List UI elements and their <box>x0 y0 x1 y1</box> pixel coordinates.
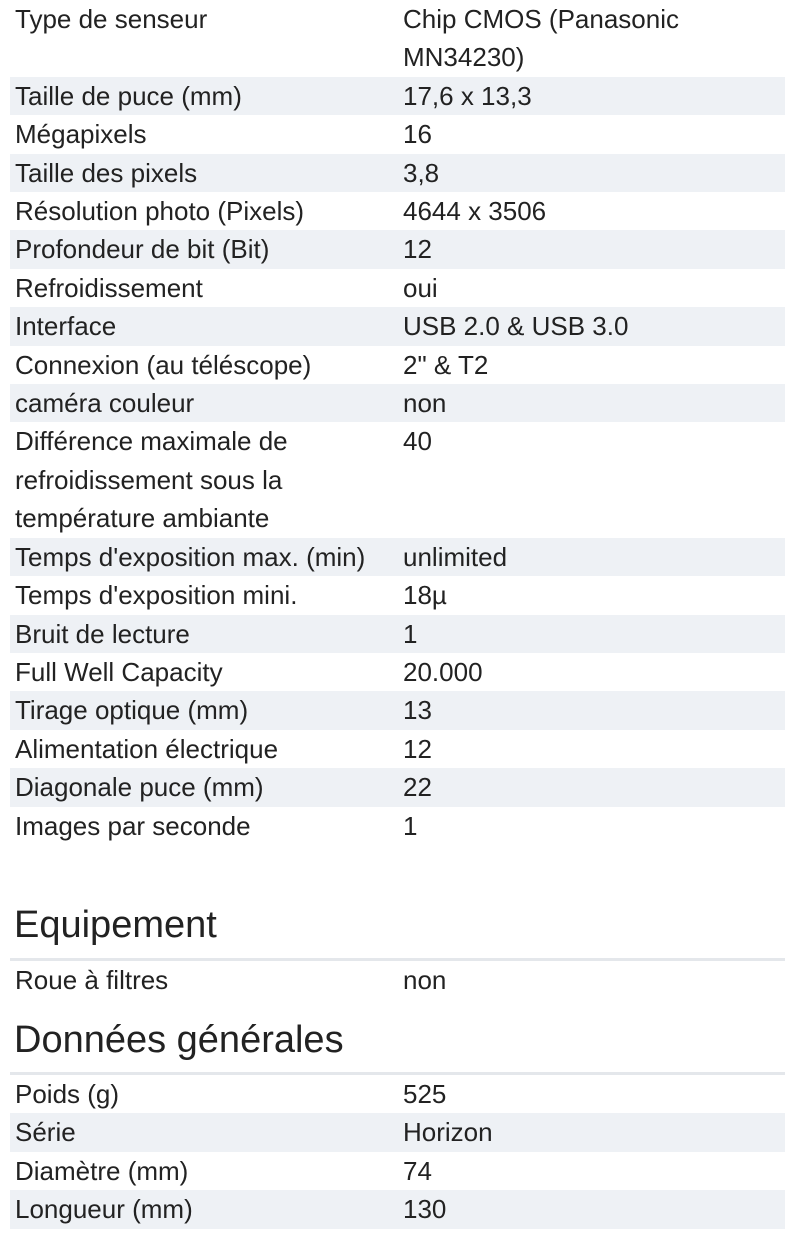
spec-value: 74 <box>403 1155 432 1186</box>
spec-value: 1 <box>398 615 785 653</box>
spec-value: 525 <box>403 1079 447 1109</box>
table-row <box>10 691 785 729</box>
spec-value: non <box>403 965 447 995</box>
spec-value: 22 <box>398 768 785 806</box>
spec-label: Roue à filtres <box>15 965 169 995</box>
table-row <box>10 1190 785 1228</box>
spec-value: 20.000 <box>403 656 483 687</box>
spec-value: oui <box>403 272 438 303</box>
section-title-general: Données générales <box>14 1019 344 1061</box>
equipment-table <box>10 958 785 999</box>
spec-value: Chip CMOS (Panasonic MN34230) <box>403 4 679 73</box>
table-row <box>10 192 785 230</box>
spec-value: 17,6 x 13,3 <box>398 77 785 115</box>
table-row <box>10 615 785 653</box>
spec-value: 13 <box>398 691 785 729</box>
table-row <box>10 538 785 576</box>
spec-label: Temps d'exposition max. (min) <box>10 538 398 576</box>
spec-label: Diamètre (mm) <box>15 1155 189 1186</box>
spec-value: 4644 x 3506 <box>403 196 547 227</box>
table-row <box>10 653 785 691</box>
spec-label: caméra couleur <box>10 384 398 422</box>
spec-value: 2" & T2 <box>403 349 489 380</box>
spec-label: Profondeur de bit (Bit) <box>10 230 398 268</box>
spec-label: Différence maximale de refroidissement sous la température ambiante <box>15 426 288 534</box>
table-row <box>10 77 785 115</box>
table-row <box>10 230 785 268</box>
specifications-table <box>10 0 785 845</box>
table-row <box>10 422 785 537</box>
spec-value: unlimited <box>398 538 785 576</box>
spec-label: Poids (g) <box>15 1079 120 1109</box>
table-row <box>10 730 785 768</box>
section-title-equipment: Equipement <box>14 904 217 946</box>
spec-value: 12 <box>403 733 432 764</box>
table-row <box>10 960 785 1000</box>
spec-label: Full Well Capacity <box>15 656 223 687</box>
spec-value: 130 <box>398 1190 785 1228</box>
table-row <box>10 576 785 614</box>
spec-label: Diagonale puce (mm) <box>10 768 398 806</box>
spec-label: Connexion (au téléscope) <box>15 349 312 380</box>
spec-label: Taille de puce (mm) <box>10 77 398 115</box>
table-row <box>10 346 785 384</box>
spec-value: 16 <box>403 119 432 150</box>
spec-label: Interface <box>10 307 398 345</box>
spec-label: Longueur (mm) <box>10 1190 398 1228</box>
general-data-table <box>10 1072 785 1229</box>
spec-value: 3,8 <box>398 154 785 192</box>
table-row <box>10 154 785 192</box>
spec-label: Images par seconde <box>15 810 251 841</box>
spec-label: Tirage optique (mm) <box>10 691 398 729</box>
table-row <box>10 384 785 422</box>
spec-label: Série <box>10 1113 398 1151</box>
spec-label: Temps d'exposition mini. <box>15 580 298 611</box>
spec-label: Résolution photo (Pixels) <box>15 196 305 227</box>
table-row <box>10 115 785 153</box>
table-row <box>10 807 785 845</box>
spec-label: Alimentation électrique <box>15 733 279 764</box>
spec-label: Mégapixels <box>15 119 147 150</box>
table-row <box>10 768 785 806</box>
spec-value: 12 <box>398 230 785 268</box>
spec-label: Refroidissement <box>15 272 203 303</box>
spec-label: Bruit de lecture <box>10 615 398 653</box>
table-row <box>10 1113 785 1151</box>
spec-label: Type de senseur <box>15 4 208 34</box>
spec-value: 40 <box>403 426 432 457</box>
spec-value: USB 2.0 & USB 3.0 <box>398 307 785 345</box>
table-row <box>10 269 785 307</box>
spec-value: non <box>398 384 785 422</box>
table-row <box>10 1152 785 1190</box>
spec-value: Horizon <box>398 1113 785 1151</box>
spec-label: Taille des pixels <box>10 154 398 192</box>
spec-value: 1 <box>403 810 418 841</box>
table-row <box>10 307 785 345</box>
spec-value: 18µ <box>403 580 447 611</box>
table-row <box>10 1074 785 1114</box>
table-row <box>10 0 785 77</box>
